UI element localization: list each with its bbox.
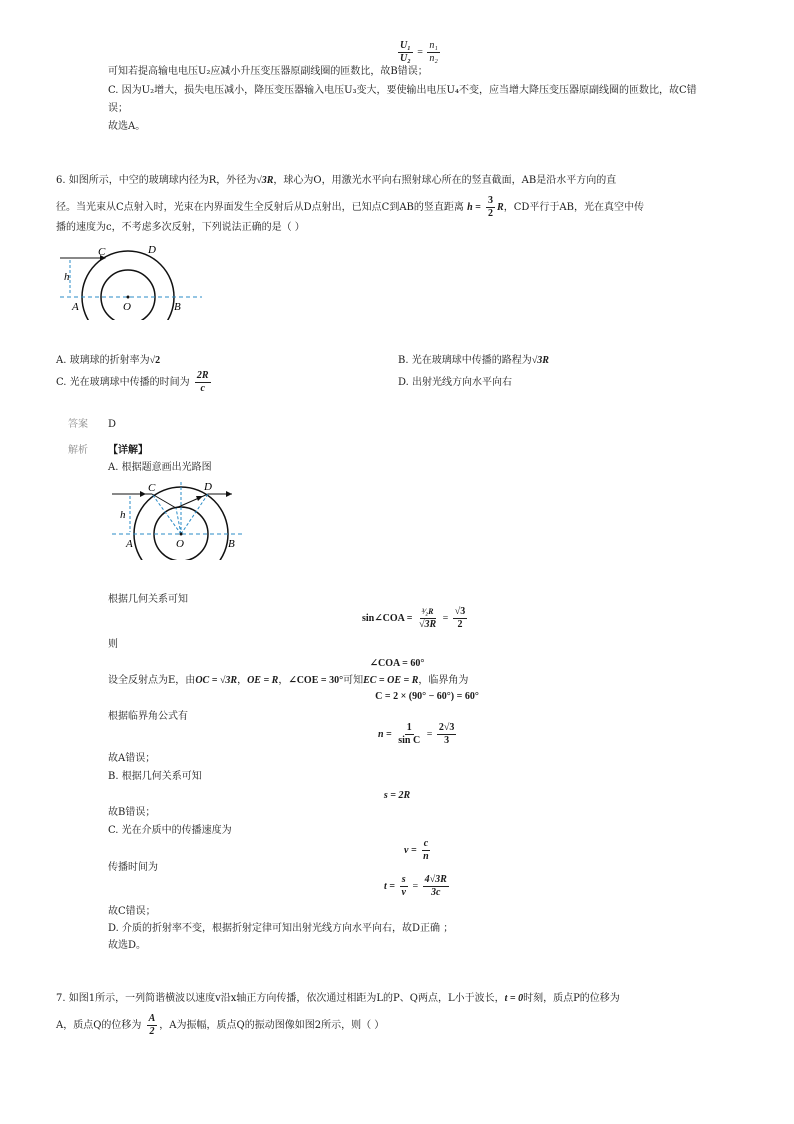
option-d[interactable]: D. 出射光线方向水平向右	[398, 377, 513, 388]
label-c: C	[98, 246, 106, 258]
label-b: B	[174, 301, 181, 313]
refracted-ray-2	[176, 494, 208, 508]
label-a: A	[72, 301, 79, 313]
analysis-s10: 故C错误；	[108, 906, 156, 917]
center-dot-2	[180, 533, 183, 536]
top-line-c1: C. 因为U₂增大，损失电压减小，降压变压器输入电压U₃变大，要使输出电压U₄不变，应当增大降压变压器原副线圈的匝数比，故C错	[108, 85, 697, 96]
q6-stem-line2: 径。当光束从C点射入时，光束在内界面发生全反射后从D点射出，已知点C到AB的竖直距离 h = $\frac{3}{2}$ R，CD平行于AB，光在真空中传	[56, 195, 644, 219]
q7-stem-line2: A，质点Q的位移为 $\frac{A}{2}$ ，A为振幅，质点Q的振动图像如图2所示，则（ ）	[56, 1013, 385, 1037]
analysis-s3: 设全反射点为E，由OC = √3R，OE = R，∠COE = 30°可知EC = OE = R，临界角为	[108, 675, 469, 686]
exit-arrow	[226, 491, 232, 497]
eq-time: t = $\frac{s}{v}$ = $\frac{4√3R}{3c}$	[384, 874, 447, 898]
answer-value: D	[108, 419, 117, 430]
analysis-s9: 传播时间为	[108, 862, 158, 873]
q6-stem-line3: 播的速度为c，不考虑多次反射，下列说法正确的是（ ）	[56, 222, 305, 233]
label-b-2: B	[228, 538, 235, 550]
analysis-s7: 故B错误；	[108, 807, 156, 818]
analysis-s12: 故选D。	[108, 940, 147, 951]
eq-critical-angle: C = 2 × (90° − 60°) = 60°	[375, 691, 479, 702]
detail-heading: 【详解】	[108, 445, 148, 456]
label-o-2: O	[176, 538, 184, 550]
label-c-2: C	[148, 482, 156, 494]
q7-stem-line1: 7. 如图1所示，一列简谐横波以速度v沿x轴正方向传播，依次通过相距为L的P、Q两点，L小于波长，t = 0时刻，质点P的位移为	[56, 993, 620, 1004]
label-d: D	[148, 244, 156, 256]
analysis-s6: B. 根据几何关系可知	[108, 771, 202, 782]
analysis-s11: D. 介质的折射率不变，根据折射定律可知出射光线方向水平向右，故D正确 ；	[108, 923, 454, 934]
label-o: O	[123, 301, 131, 313]
q6-analysis-figure	[108, 478, 248, 560]
analysis-s2: 则	[108, 639, 118, 650]
eq-sin-coa: sin∠COA = $\frac{\text{³⁄₂R}}{√3R}$ = $\frac{√3}{2}$	[362, 606, 466, 630]
eq-speed: v = $\frac{c}{n}$	[404, 838, 429, 862]
label-h-2: h	[120, 509, 126, 521]
refracted-ray-1	[152, 494, 176, 508]
option-a[interactable]: A. 玻璃球的折射率为√2	[56, 355, 161, 366]
analysis-s4: 根据临界角公式有	[108, 711, 188, 722]
top-line-b: 可知若提高输电电压U₂应减小升压变压器原副线圈的匝数比，故B错误；	[108, 66, 428, 77]
top-line-c2: 误；	[108, 103, 128, 114]
label-h: h	[64, 271, 70, 283]
label-d-2: D	[204, 481, 212, 493]
center-dot	[127, 296, 130, 299]
analysis-s5: 故A错误；	[108, 753, 156, 764]
eq-angle-coa: ∠COA = 60°	[369, 658, 425, 669]
label-a-2: A	[126, 538, 133, 550]
option-b[interactable]: B. 光在玻璃球中传播的路程为√3R	[398, 355, 549, 366]
top-ratio-equation: $\frac{\text{U₁}}{\text{U₂}}$ = $\frac{\text{n₁}}{\text{n₂}}$	[400, 40, 438, 64]
ray-arrow-2	[140, 491, 146, 497]
analysis-label: 解析	[68, 445, 88, 456]
top-line-end: 故选A。	[108, 121, 146, 132]
analysis-s1: 根据几何关系可知	[108, 594, 188, 605]
answer-label: 答案	[68, 419, 88, 430]
eq-refractive-index: n = $\frac{1}{\text{sin C}}$ = $\frac{2√3}{3}$	[378, 722, 455, 746]
inner-arrow	[196, 496, 203, 501]
option-c[interactable]: C. 光在玻璃球中传播的时间为 $\frac{2R}{c}$	[56, 370, 209, 394]
q6-stem-line1: 6. 如图所示，中空的玻璃球内径为R，外径为√3R，球心为O，用激光水平向右照射球心所在的竖直截面，AB是沿水平方向的直	[56, 175, 617, 186]
q6-figure	[56, 240, 216, 320]
analysis-s8: C. 光在介质中的传播速度为	[108, 825, 232, 836]
eq-path: s = 2R	[383, 790, 411, 801]
normal-oe	[176, 508, 181, 534]
analysis-a1: A. 根据题意画出光路图	[108, 462, 212, 473]
